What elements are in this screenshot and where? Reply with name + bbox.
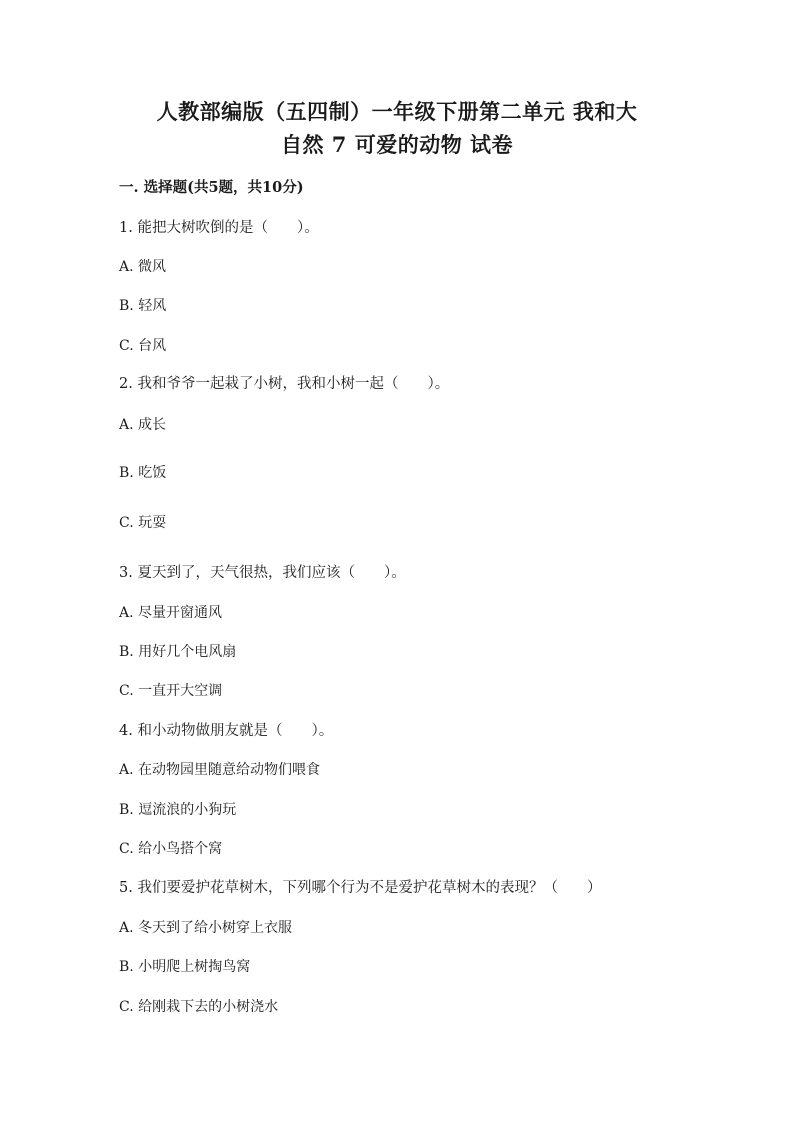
question-5-option-a[interactable]: A. 冬天到了给小树穿上衣服 [119, 920, 293, 936]
question-2-option-b[interactable]: B. 吃饭 [119, 465, 167, 481]
question-2-option-c[interactable]: C. 玩耍 [119, 515, 167, 531]
question-1-option-b[interactable]: B. 轻风 [119, 298, 167, 314]
question-3-option-c[interactable]: C. 一直开大空调 [119, 683, 223, 699]
section-heading: 一. 选择题(共5题，共10分) [119, 179, 304, 196]
question-2-stem: 2. 我和爷爷一起栽了小树，我和小树一起（ ）。 [119, 376, 450, 392]
question-3-option-a[interactable]: A. 尽量开窗通风 [119, 605, 223, 621]
question-1-option-c[interactable]: C. 台风 [119, 338, 167, 354]
question-4-option-b[interactable]: B. 逗流浪的小狗玩 [119, 802, 237, 818]
question-4-option-c[interactable]: C. 给小鸟搭个窝 [119, 841, 223, 857]
question-1-stem: 1. 能把大树吹倒的是（ ）。 [119, 220, 319, 236]
question-3-stem: 3. 夏天到了，天气很热，我们应该（ ）。 [119, 565, 406, 581]
question-3-option-b[interactable]: B. 用好几个电风扇 [119, 644, 237, 660]
page-title-line-2: 自然 7 可爱的动物 试卷 [280, 132, 514, 157]
question-5-option-c[interactable]: C. 给刚栽下去的小树浇水 [119, 999, 279, 1015]
question-5-option-b[interactable]: B. 小明爬上树掏鸟窝 [119, 959, 251, 975]
page-title-line-1: 人教部编版（五四制）一年级下册第二单元 我和大 [156, 99, 638, 124]
question-4-option-a[interactable]: A. 在动物园里随意给动物们喂食 [119, 762, 321, 778]
question-2-option-a[interactable]: A. 成长 [119, 417, 167, 433]
question-1-option-a[interactable]: A. 微风 [119, 259, 167, 275]
question-5-stem: 5. 我们要爱护花草树木，下列哪个行为不是爱护花草树木的表现？（ ） [119, 880, 602, 896]
question-4-stem: 4. 和小动物做朋友就是（ ）。 [119, 723, 334, 739]
